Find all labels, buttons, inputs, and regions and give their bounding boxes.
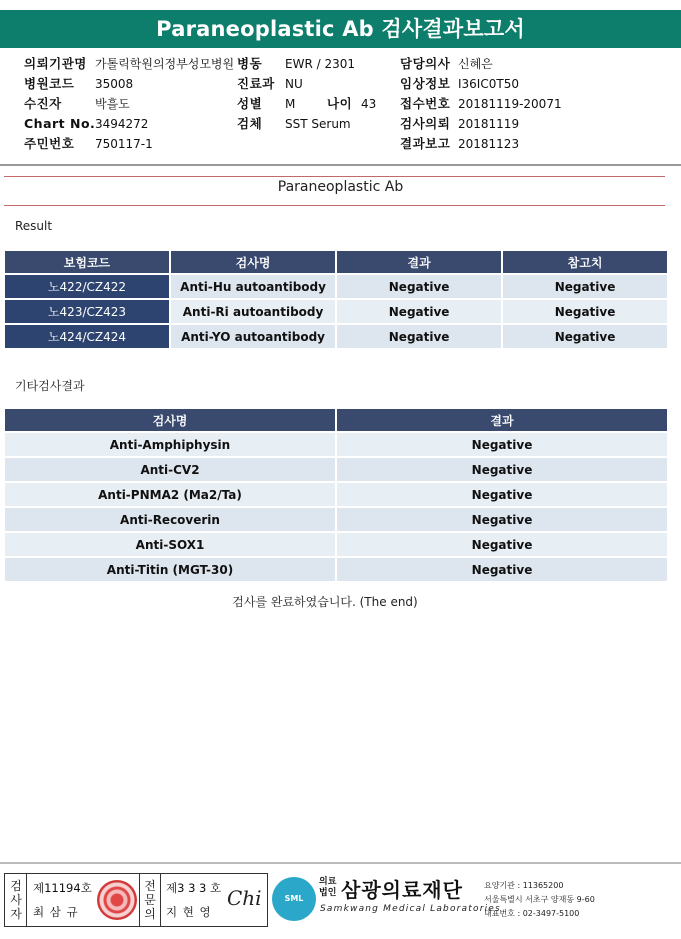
chart-no-label: Chart No. (24, 116, 96, 131)
result-label: Result (15, 219, 53, 233)
doctor-value: 신혜은 (458, 57, 493, 71)
hospital-code-label: 병원코드 (24, 76, 75, 91)
divider (26, 874, 27, 926)
org-phone: 대표번호 : 02-3497-5100 (484, 909, 580, 918)
table-row (5, 300, 667, 323)
clinical-info-label: 임상정보 (400, 76, 451, 91)
report-date-value: 20181123 (458, 137, 520, 151)
inspector-no: 제11194호 (33, 881, 92, 895)
age-value: 43 (361, 97, 377, 111)
test-result: Negative (337, 433, 667, 456)
test-result: Negative (337, 458, 667, 481)
age-label: 나이 (327, 96, 353, 111)
chart-no-value: 3494272 (95, 117, 149, 131)
table-row (5, 325, 667, 348)
divider (160, 874, 161, 926)
specimen-label: 검체 (237, 116, 263, 131)
resident-no-value: 750117-1 (95, 137, 153, 151)
result-header-row (5, 251, 667, 273)
insurance-code: 노424/CZ424 (5, 325, 169, 348)
test-result: Negative (337, 558, 667, 581)
test-name: Anti-PNMA2 (Ma2/Ta) (5, 483, 335, 506)
reference-value: Negative (503, 300, 667, 323)
insurance-code: 노423/CZ423 (5, 300, 169, 323)
header-result: 결과 (337, 251, 501, 273)
info-divider (0, 164, 681, 166)
divider (139, 874, 140, 926)
sml-logo-icon: SML (272, 877, 316, 921)
signature: Chi (227, 886, 262, 910)
department-label: 진료과 (237, 76, 275, 91)
report-title: Paraneoplastic Ab 검사결과보고서 (0, 10, 681, 48)
test-name: Anti-YO autoantibody (171, 325, 335, 348)
org-prefix: 의료법인 (319, 877, 337, 898)
resident-no-label: 주민번호 (24, 136, 75, 151)
table-row (5, 483, 667, 506)
test-name: Anti-Hu autoantibody (171, 275, 335, 298)
header-test-name: 검사명 (5, 409, 335, 431)
table-row (5, 508, 667, 531)
table-row (5, 275, 667, 298)
clinical-info-value: I36IC0T50 (458, 77, 519, 91)
inspector-name: 최 삼 규 (33, 905, 79, 919)
table-row (5, 433, 667, 456)
receipt-no-value: 20181119-20071 (458, 97, 562, 111)
header-result: 결과 (337, 409, 667, 431)
specialist-label (141, 879, 159, 921)
other-results-label: 기타검사결과 (15, 379, 85, 393)
header-reference: 참고치 (503, 251, 667, 273)
other-header-row (5, 409, 667, 431)
footer-divider (0, 862, 681, 864)
test-name: Anti-Recoverin (5, 508, 335, 531)
specialist-label-text: 전문의 (144, 879, 156, 921)
patient-info (0, 52, 681, 164)
result-table (3, 249, 669, 350)
test-name: Anti-Titin (MGT-30) (5, 558, 335, 581)
hospital-code-value: 35008 (95, 77, 134, 91)
specialist-name: 지 현 영 (166, 905, 212, 919)
table-row (5, 558, 667, 581)
section-title: Paraneoplastic Ab (277, 179, 404, 195)
inspector-seal (97, 880, 137, 920)
reference-value: Negative (503, 325, 667, 348)
table-row (5, 533, 667, 556)
test-name: Anti-CV2 (5, 458, 335, 481)
insurance-code: 노422/CZ422 (5, 275, 169, 298)
org-english-name: Samkwang Medical Laboratories (320, 904, 501, 914)
test-result: Negative (337, 533, 667, 556)
test-result: Negative (337, 483, 667, 506)
hospital-value: 가톨릭학원의정부성모병원 (95, 57, 235, 71)
sex-value: M (285, 97, 296, 111)
section-line-top (4, 176, 665, 177)
header-test-name: 검사명 (171, 251, 335, 273)
specialist-no: 제3 3 3 호 (166, 881, 222, 895)
report-date-label: 결과보고 (400, 136, 451, 151)
org-address: 서울특별시 서초구 양재동 9-60 (484, 895, 595, 904)
end-text: 검사를 완료하였습니다. (The end) (232, 595, 418, 609)
other-results-table (3, 407, 669, 583)
ward-value: EWR / 2301 (285, 57, 355, 71)
test-result: Negative (337, 508, 667, 531)
test-result: Negative (337, 300, 501, 323)
inspector-label (7, 879, 25, 921)
table-row (5, 458, 667, 481)
reference-value: Negative (503, 275, 667, 298)
org-name: 삼광의료재단 (341, 878, 463, 902)
receipt-no-label: 접수번호 (400, 96, 451, 111)
department-value: NU (285, 77, 303, 91)
examinee-value: 박흘도 (95, 97, 130, 111)
test-result: Negative (337, 275, 501, 298)
inspector-label-text: 검사자 (10, 879, 22, 921)
ward-label: 병동 (237, 56, 263, 71)
test-result: Negative (337, 325, 501, 348)
test-name: Anti-SOX1 (5, 533, 335, 556)
test-name: Anti-Amphiphysin (5, 433, 335, 456)
examinee-label: 수진자 (24, 96, 62, 111)
hospital-label: 의뢰기관명 (24, 56, 87, 71)
test-name: Anti-Ri autoantibody (171, 300, 335, 323)
request-date-label: 검사의뢰 (400, 116, 451, 131)
doctor-label: 담당의사 (400, 56, 451, 71)
signature-box (4, 873, 268, 927)
specimen-value: SST Serum (285, 117, 351, 131)
care-institution-no: 요양기관 : 11365200 (484, 881, 564, 890)
request-date-value: 20181119 (458, 117, 520, 131)
section-line-bottom (4, 205, 665, 206)
header-insurance-code: 보험코드 (5, 251, 169, 273)
sex-label: 성별 (237, 96, 263, 111)
